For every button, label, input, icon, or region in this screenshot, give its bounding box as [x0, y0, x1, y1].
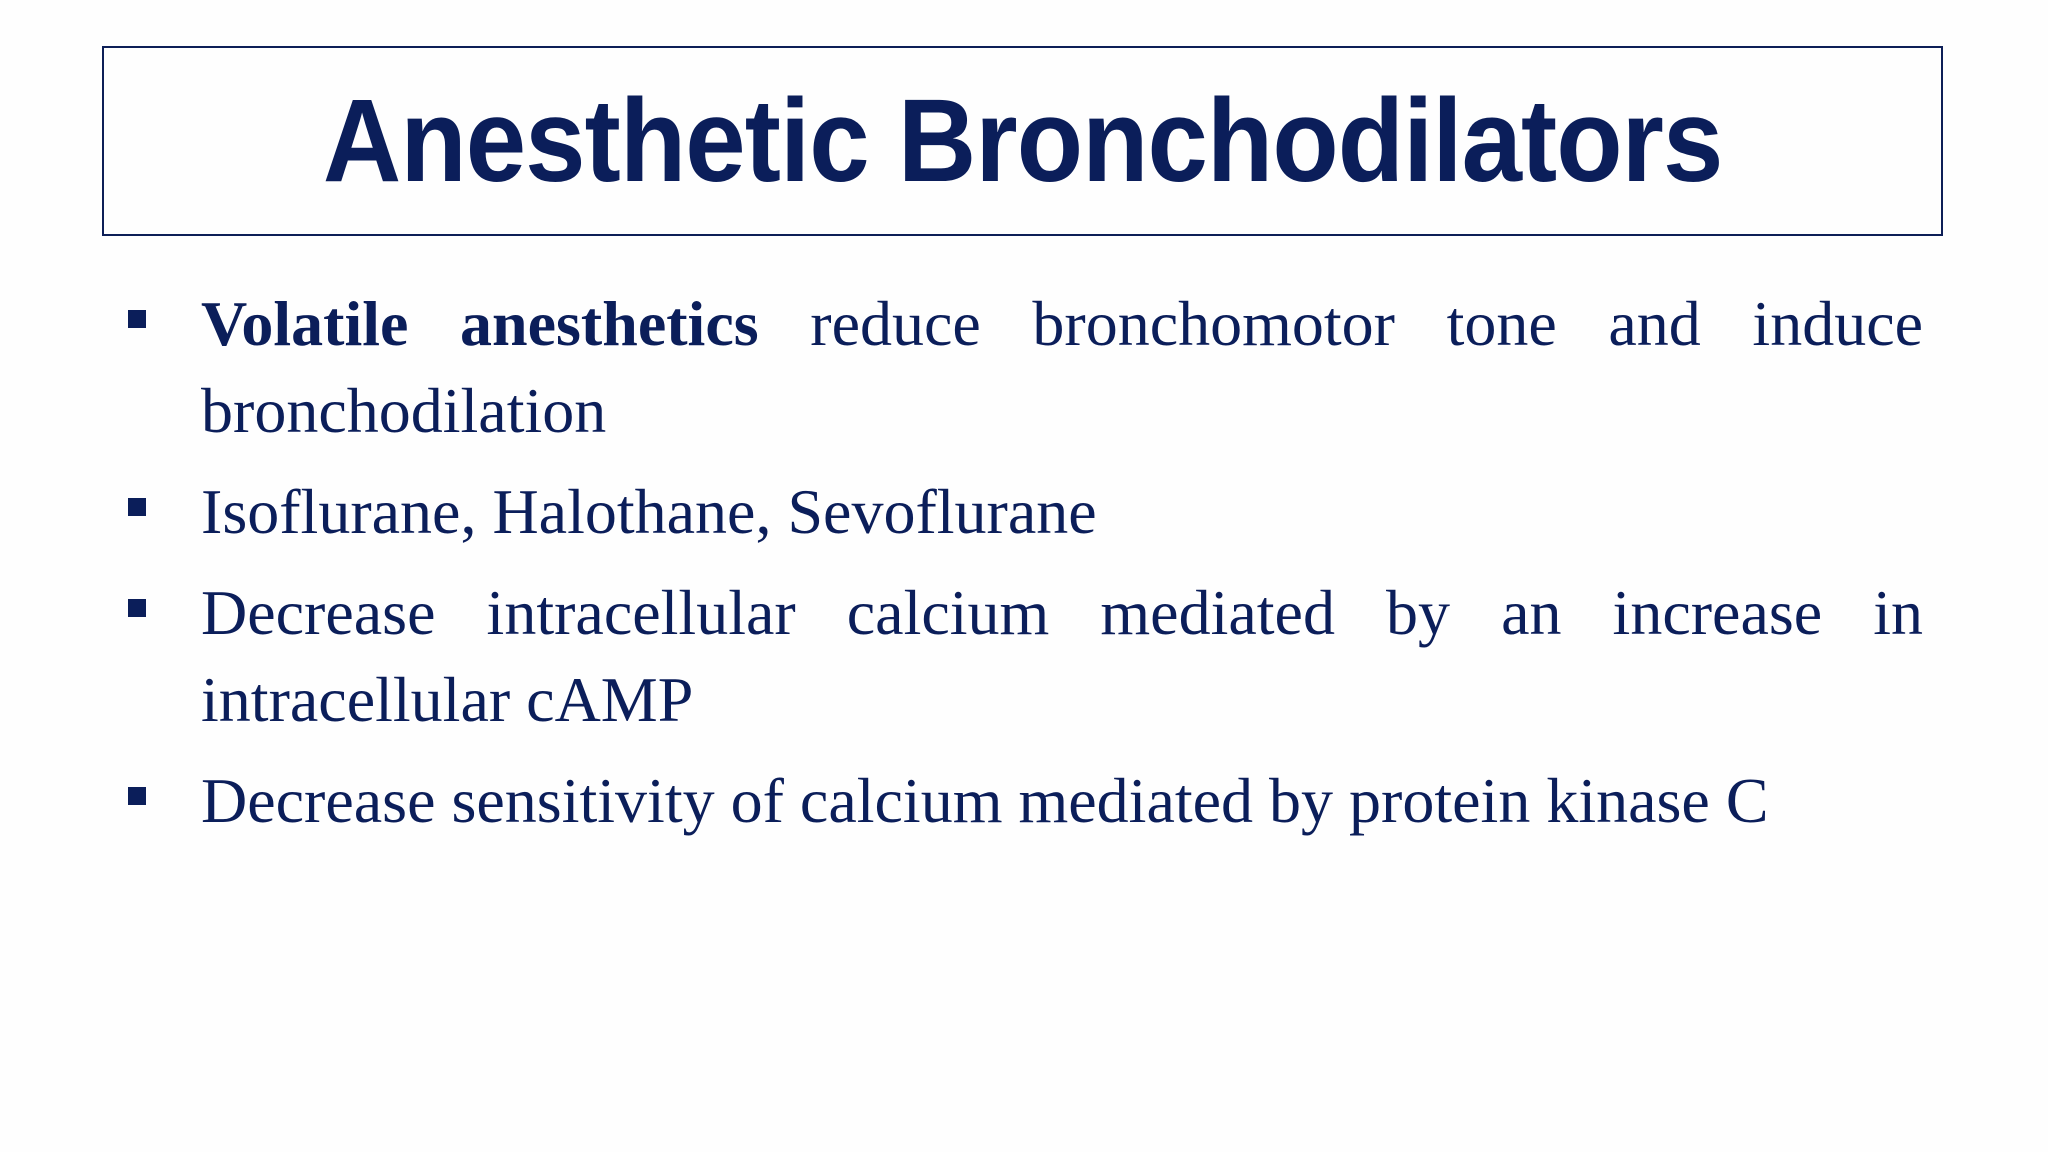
- bullet-text: reduce bronchomotor tone and induce bronchodilation: [201, 288, 1923, 446]
- bullet-bold-text: Volatile anesthetics: [201, 288, 759, 359]
- bullet-list: [128, 280, 1923, 858]
- slide-title: Anesthetic Bronchodilators: [322, 75, 1723, 207]
- bullet-text: Isoflurane, Halothane, Sevoflurane: [201, 476, 1097, 547]
- bullet-item: [128, 757, 1923, 844]
- square-bullet-icon: [128, 310, 146, 328]
- bullet-item: [128, 468, 1923, 555]
- square-bullet-icon: [128, 498, 146, 516]
- bullet-text: Decrease sensitivity of calcium mediated by protein kinase C: [201, 765, 1769, 836]
- square-bullet-icon: [128, 787, 146, 805]
- bullet-item: [128, 280, 1923, 454]
- title-box: [102, 46, 1943, 236]
- bullet-text: Decrease intracellular calcium mediated by an increase in intracellular cAMP: [201, 577, 1923, 735]
- square-bullet-icon: [128, 599, 146, 617]
- bullet-item: [128, 569, 1923, 743]
